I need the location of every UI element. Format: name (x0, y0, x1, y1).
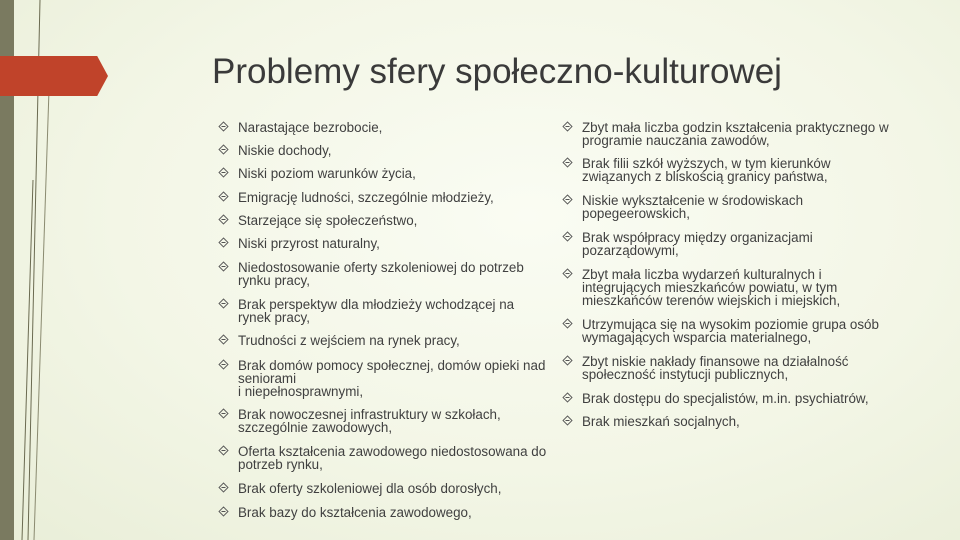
list-item-text: Brak filii szkół wyższych, w tym kierunków związanych z bliskością granicy państwa, (582, 156, 831, 184)
list-item-text: Brak dostępu do specjalistów, m.in. psychiatrów, (582, 391, 869, 406)
diamond-outline-icon (218, 214, 229, 225)
list-item-text: Niski przyrost naturalny, (238, 236, 380, 251)
diamond-outline-icon (218, 359, 229, 370)
diamond-outline-icon (218, 121, 229, 132)
diamond-outline-icon (562, 231, 573, 242)
diamond-outline-icon (218, 144, 229, 155)
list-item-text: Brak bazy do kształcenia zawodowego, (238, 505, 472, 520)
diamond-outline-icon (218, 408, 229, 419)
list-item-text: Niski poziom warunków życia, (238, 166, 416, 181)
list-item-text: Starzejące się społeczeństwo, (238, 213, 418, 228)
diamond-outline-icon (562, 415, 573, 426)
list-item-text: Trudności z wejściem na rynek pracy, (238, 333, 460, 348)
diamond-outline-icon (562, 355, 573, 366)
list-item-text: Oferta kształcenia zawodowego niedostosowana do potrzeb rynku, (238, 444, 547, 472)
slide-title: Problemy sfery społeczno-kulturowej (212, 52, 782, 91)
list-item-text: Brak oferty szkoleniowej dla osób dorosłych, (238, 481, 502, 496)
list-item-text: Niskie wykształcenie w środowiskach popegeerowskich, (582, 193, 804, 221)
list-item-text: Zbyt niskie nakłady finansowe na działalność społeczność instytucji publicznych, (582, 354, 849, 382)
list-item-text: Brak współpracy między organizacjami pozarządowymi, (582, 230, 813, 258)
list-item-text: Niedostosowanie oferty szkoleniowej do potrzeb rynku pracy, (238, 260, 524, 288)
diamond-outline-icon (562, 121, 573, 132)
diamond-outline-icon (218, 445, 229, 456)
list-item-text: Utrzymująca się na wysokim poziomie grupa osób wymagających wsparcia materialnego, (582, 317, 879, 345)
list-item-text: Brak nowoczesnej infrastruktury w szkołach, szczególnie zawodowych, (238, 407, 501, 435)
diamond-outline-icon (562, 392, 573, 403)
title-accent-banner (0, 56, 108, 96)
diamond-outline-icon (218, 298, 229, 309)
left-bullet-list (218, 121, 548, 531)
list-item-text: Brak mieszkań socjalnych, (582, 414, 740, 429)
diamond-outline-icon (562, 194, 573, 205)
diamond-outline-icon (218, 506, 229, 517)
diamond-outline-icon (218, 167, 229, 178)
diamond-outline-icon (218, 334, 229, 345)
diamond-outline-icon (562, 268, 573, 279)
diamond-outline-icon (562, 157, 573, 168)
diamond-outline-icon (562, 318, 573, 329)
list-item-text: Niskie dochody, (238, 143, 332, 158)
right-bullet-list (562, 121, 902, 431)
list-item-text: Narastające bezrobocie, (238, 120, 383, 135)
list-item-text: Emigrację ludności, szczególnie młodzieży, (238, 190, 494, 205)
list-item-text: Zbyt mała liczba godzin kształcenia praktycznego w programie nauczania zawodów, (582, 120, 889, 148)
list-item-text: Brak perspektyw dla młodzieży wchodzącej na rynek pracy, (238, 297, 515, 325)
diamond-outline-icon (218, 482, 229, 493)
diamond-outline-icon (218, 191, 229, 202)
list-item-text: Zbyt mała liczba wydarzeń kulturalnych i integrujących mieszkańców powiatu, w tym mieszkańców terenów wiejskich i miejskich, (582, 267, 841, 308)
list-item-text: Brak domów pomocy społecznej, domów opieki nad seniorami i niepełnosprawnymi, (238, 358, 546, 399)
diamond-outline-icon (218, 237, 229, 248)
diamond-outline-icon (218, 261, 229, 272)
